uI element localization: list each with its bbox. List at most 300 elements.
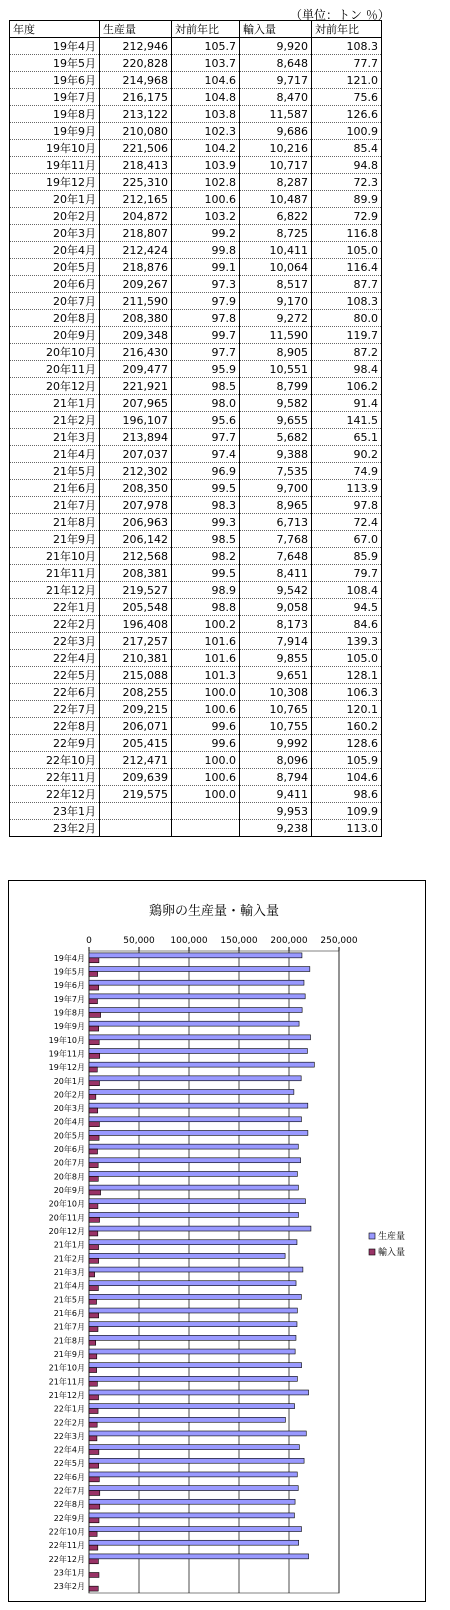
y-tick-label: 21年8月 [53,1336,85,1346]
data-table [9,20,382,837]
cell-production-yoy: 99.6 [172,718,240,735]
y-tick-label: 22年4月 [53,1445,85,1455]
cell-production-yoy: 98.2 [172,548,240,565]
cell-imports: 9,411 [240,786,312,803]
bar-production [89,1363,302,1368]
bar-imports [89,1149,98,1154]
cell-production-yoy: 95.9 [172,361,240,378]
chart-title: 鶏卵の生産量・輸入量 [148,904,280,919]
cell-period: 21年4月 [10,446,100,463]
cell-production-yoy: 99.7 [172,327,240,344]
cell-period: 22年5月 [10,667,100,684]
table-row [10,412,382,429]
cell-imports: 8,173 [240,616,312,633]
y-tick-label: 19年6月 [53,981,85,991]
cell-imports: 9,992 [240,735,312,752]
cell-production: 209,215 [100,701,172,718]
cell-production-yoy: 103.2 [172,208,240,225]
cell-production: 209,639 [100,769,172,786]
table-row [10,72,382,89]
header-imports: 輸入量 [240,21,312,38]
cell-imports: 8,411 [240,565,312,582]
cell-production-yoy: 97.8 [172,310,240,327]
cell-imports-yoy: 67.0 [312,531,382,548]
y-tick-label: 22年7月 [53,1486,85,1496]
cell-production-yoy: 98.3 [172,497,240,514]
cell-production: 221,506 [100,140,172,157]
table-row [10,786,382,803]
cell-period: 19年10月 [10,140,100,157]
y-tick-label: 22年6月 [53,1472,85,1482]
legend-label: 輸入量 [378,1248,406,1258]
table-row [10,276,382,293]
cell-production-yoy: 102.8 [172,174,240,191]
cell-period: 19年12月 [10,174,100,191]
cell-period: 20年4月 [10,242,100,259]
cell-imports: 7,768 [240,531,312,548]
cell-imports: 8,517 [240,276,312,293]
cell-period: 22年10月 [10,752,100,769]
bar-production [89,1431,306,1436]
cell-imports-yoy: 109.9 [312,803,382,820]
cell-period: 21年12月 [10,582,100,599]
bar-production [89,1554,309,1559]
cell-production: 207,965 [100,395,172,412]
bar-imports [89,1217,100,1222]
cell-production: 196,107 [100,412,172,429]
table-row [10,463,382,480]
table-row [10,701,382,718]
y-tick-label: 19年12月 [48,1063,85,1073]
bar-production [89,1540,299,1545]
cell-period: 22年2月 [10,616,100,633]
cell-period: 23年1月 [10,803,100,820]
cell-imports-yoy: 72.3 [312,174,382,191]
bar-imports [89,1026,99,1031]
cell-period: 20年1月 [10,191,100,208]
cell-imports-yoy: 113.0 [312,820,382,837]
table-row [10,497,382,514]
cell-production: 212,165 [100,191,172,208]
bar-imports [89,1190,101,1195]
cell-production-yoy: 97.9 [172,293,240,310]
cell-imports-yoy: 141.5 [312,412,382,429]
bar-imports [89,1559,98,1564]
cell-period: 23年2月 [10,820,100,837]
cell-production-yoy: 100.0 [172,752,240,769]
table-row [10,106,382,123]
y-tick-label: 20年9月 [53,1186,85,1196]
cell-imports-yoy: 105.0 [312,242,382,259]
cell-imports: 7,914 [240,633,312,650]
y-tick-label: 21年3月 [53,1268,85,1277]
cell-imports: 8,096 [240,752,312,769]
bar-production [89,1281,296,1286]
table-row [10,650,382,667]
cell-imports-yoy: 106.3 [312,684,382,701]
cell-imports: 8,799 [240,378,312,395]
cell-production-yoy: 103.7 [172,55,240,72]
cell-imports: 10,717 [240,157,312,174]
cell-production-yoy: 99.3 [172,514,240,531]
header-production: 生産量 [100,21,172,38]
cell-period: 20年11月 [10,361,100,378]
bar-imports [89,1258,99,1263]
cell-imports: 9,920 [240,38,312,55]
y-tick-label: 19年9月 [53,1022,85,1032]
cell-imports-yoy: 108.3 [312,38,382,55]
cell-production-yoy [172,820,240,837]
y-tick-label: 19年4月 [53,953,85,963]
cell-period: 21年5月 [10,463,100,480]
table-row [10,616,382,633]
y-tick-label: 19年5月 [53,967,85,977]
y-tick-label: 21年6月 [53,1308,85,1318]
bar-production [89,1404,295,1409]
cell-period: 21年8月 [10,514,100,531]
cell-production: 212,568 [100,548,172,565]
bar-imports [89,1463,99,1468]
cell-production-yoy: 97.7 [172,344,240,361]
bar-production [89,1458,304,1463]
bar-production [89,1499,295,1504]
table-row [10,633,382,650]
cell-period: 19年4月 [10,38,100,55]
cell-production: 217,257 [100,633,172,650]
cell-imports: 8,725 [240,225,312,242]
cell-imports: 11,587 [240,106,312,123]
header-period: 年度 [10,21,100,38]
y-tick-label: 22年5月 [53,1459,85,1469]
cell-imports-yoy: 116.4 [312,259,382,276]
bar-imports [89,1040,99,1045]
bar-imports [89,1094,96,1099]
cell-production: 221,921 [100,378,172,395]
y-tick-label: 22年10月 [48,1527,85,1537]
y-tick-label: 20年7月 [53,1158,85,1168]
table-row [10,361,382,378]
cell-imports-yoy: 119.7 [312,327,382,344]
bar-production [89,1349,295,1354]
cell-imports: 5,682 [240,429,312,446]
cell-imports-yoy: 126.6 [312,106,382,123]
cell-imports: 9,686 [240,123,312,140]
cell-imports-yoy: 80.0 [312,310,382,327]
cell-production: 206,963 [100,514,172,531]
bar-production [89,1322,297,1327]
cell-imports: 10,551 [240,361,312,378]
bar-production [89,1253,285,1258]
cell-production: 208,380 [100,310,172,327]
cell-imports: 10,064 [240,259,312,276]
table-row [10,820,382,837]
cell-production-yoy: 100.6 [172,769,240,786]
cell-imports-yoy: 100.9 [312,123,382,140]
table-row [10,344,382,361]
cell-imports-yoy: 105.9 [312,752,382,769]
cell-period: 21年2月 [10,412,100,429]
cell-production-yoy: 103.8 [172,106,240,123]
cell-period: 20年5月 [10,259,100,276]
cell-production: 219,527 [100,582,172,599]
legend-swatch [369,1233,375,1239]
cell-imports-yoy: 97.8 [312,497,382,514]
y-tick-label: 21年5月 [53,1295,85,1305]
cell-production-yoy: 104.6 [172,72,240,89]
bar-production [89,1062,314,1067]
cell-production-yoy: 97.7 [172,429,240,446]
cell-production: 212,302 [100,463,172,480]
bar-production [89,1226,311,1231]
cell-period: 20年8月 [10,310,100,327]
table-row [10,769,382,786]
bar-imports [89,1108,98,1113]
cell-imports-yoy: 87.7 [312,276,382,293]
cell-production: 213,894 [100,429,172,446]
bar-imports [89,1122,99,1127]
bar-imports [89,1545,98,1550]
bar-production [89,1445,299,1450]
bar-imports [89,1409,98,1414]
cell-production-yoy: 98.0 [172,395,240,412]
cell-period: 20年10月 [10,344,100,361]
cell-production-yoy: 101.6 [172,650,240,667]
cell-imports-yoy: 72.9 [312,208,382,225]
y-tick-label: 22年9月 [53,1513,85,1523]
bar-imports [89,1504,100,1509]
y-tick-label: 21年1月 [53,1240,85,1250]
cell-imports-yoy: 77.7 [312,55,382,72]
bar-production [89,1103,308,1108]
cell-production-yoy: 98.8 [172,599,240,616]
cell-imports: 10,765 [240,701,312,718]
bar-imports [89,1573,99,1578]
table-row [10,480,382,497]
cell-period: 19年6月 [10,72,100,89]
bar-imports [89,1231,98,1236]
cell-production-yoy: 102.3 [172,123,240,140]
cell-imports-yoy: 75.6 [312,89,382,106]
cell-period: 22年7月 [10,701,100,718]
cell-production-yoy: 96.9 [172,463,240,480]
cell-period: 19年7月 [10,89,100,106]
cell-production-yoy: 100.6 [172,191,240,208]
cell-production: 220,828 [100,55,172,72]
table-row [10,38,382,55]
table-body [10,38,382,837]
cell-production-yoy: 99.2 [172,225,240,242]
table-row [10,123,382,140]
cell-imports-yoy: 90.2 [312,446,382,463]
header-imports-yoy: 対前年比 [312,21,382,38]
cell-imports-yoy: 87.2 [312,344,382,361]
cell-imports-yoy: 106.2 [312,378,382,395]
cell-imports: 9,238 [240,820,312,837]
table-row [10,565,382,582]
legend-label: 生産量 [378,1232,406,1242]
cell-imports: 11,590 [240,327,312,344]
cell-imports: 9,655 [240,412,312,429]
cell-production-yoy: 97.4 [172,446,240,463]
cell-production [100,820,172,837]
bar-production [89,1513,294,1518]
table-row [10,242,382,259]
bar-production [89,1130,308,1135]
cell-imports-yoy: 104.6 [312,769,382,786]
bar-imports [89,1422,97,1427]
table-row [10,752,382,769]
cell-imports: 10,411 [240,242,312,259]
cell-imports: 10,216 [240,140,312,157]
table-row [10,378,382,395]
y-tick-label: 22年2月 [53,1418,85,1428]
y-tick-label: 19年7月 [53,994,85,1004]
bar-production [89,1076,301,1081]
cell-imports-yoy: 116.8 [312,225,382,242]
cell-period: 21年7月 [10,497,100,514]
y-tick-label: 20年2月 [53,1090,85,1100]
y-tick-label: 20年4月 [53,1117,85,1127]
bar-production [89,1090,294,1095]
cell-imports-yoy: 85.4 [312,140,382,157]
cell-imports: 8,965 [240,497,312,514]
cell-imports: 9,170 [240,293,312,310]
cell-production: 225,310 [100,174,172,191]
table-row [10,310,382,327]
bar-production [89,953,302,958]
cell-production: 207,978 [100,497,172,514]
y-tick-label: 20年6月 [53,1145,85,1155]
y-tick-label: 20年11月 [48,1213,85,1223]
x-tick-label: 250,000 [320,936,358,946]
y-tick-label: 21年9月 [53,1349,85,1359]
cell-production: 218,876 [100,259,172,276]
cell-imports-yoy: 72.4 [312,514,382,531]
cell-production: 206,071 [100,718,172,735]
y-tick-label: 21年2月 [53,1254,85,1264]
cell-production-yoy: 98.5 [172,378,240,395]
cell-production: 212,471 [100,752,172,769]
cell-production: 208,381 [100,565,172,582]
bar-imports [89,1518,99,1523]
bar-production [89,1390,309,1395]
bar-imports [89,1081,99,1086]
cell-production-yoy [172,803,240,820]
cell-imports: 7,535 [240,463,312,480]
bar-imports [89,1381,97,1386]
bar-production [89,1021,299,1026]
cell-period: 21年3月 [10,429,100,446]
cell-production: 213,122 [100,106,172,123]
cell-imports-yoy: 85.9 [312,548,382,565]
y-tick-label: 22年8月 [53,1500,85,1510]
bar-imports [89,1053,100,1058]
bar-production [89,1212,298,1217]
cell-imports: 6,822 [240,208,312,225]
table-row [10,174,382,191]
bar-production [89,1171,297,1176]
table-row [10,429,382,446]
cell-production: 210,381 [100,650,172,667]
cell-production-yoy: 105.7 [172,38,240,55]
cell-imports: 9,542 [240,582,312,599]
cell-period: 20年2月 [10,208,100,225]
y-tick-label: 21年7月 [53,1322,85,1332]
cell-imports-yoy: 79.7 [312,565,382,582]
cell-period: 22年4月 [10,650,100,667]
bar-imports [89,999,97,1004]
cell-production-yoy: 101.3 [172,667,240,684]
table-row [10,684,382,701]
bar-imports [89,1286,98,1291]
bar-production [89,1417,285,1422]
bar-imports [89,1176,98,1181]
y-tick-label: 22年1月 [53,1404,85,1414]
cell-production: 206,142 [100,531,172,548]
table-row [10,293,382,310]
cell-imports-yoy: 160.2 [312,718,382,735]
bar-production [89,1199,305,1204]
bar-production [89,1185,298,1190]
table-row [10,599,382,616]
y-tick-label: 19年10月 [48,1035,85,1045]
cell-imports: 8,470 [240,89,312,106]
cell-production-yoy: 99.8 [172,242,240,259]
bar-imports [89,1340,96,1345]
table-row [10,89,382,106]
bar-production [89,1240,297,1245]
cell-production: 216,175 [100,89,172,106]
cell-period: 20年7月 [10,293,100,310]
bar-production [89,1335,296,1340]
cell-production-yoy: 95.6 [172,412,240,429]
cell-production-yoy: 104.8 [172,89,240,106]
bar-imports [89,1245,99,1250]
bar-imports [89,1163,98,1168]
cell-production: 196,408 [100,616,172,633]
cell-period: 20年12月 [10,378,100,395]
table-row [10,531,382,548]
cell-imports: 9,717 [240,72,312,89]
y-tick-label: 21年12月 [48,1390,85,1400]
cell-production: 208,350 [100,480,172,497]
y-tick-label: 20年5月 [53,1131,85,1141]
bar-imports [89,1135,99,1140]
cell-production: 207,037 [100,446,172,463]
cell-imports: 10,755 [240,718,312,735]
cell-period: 20年9月 [10,327,100,344]
cell-period: 19年11月 [10,157,100,174]
cell-production: 212,424 [100,242,172,259]
cell-production: 205,415 [100,735,172,752]
cell-production: 218,807 [100,225,172,242]
cell-imports: 8,905 [240,344,312,361]
cell-imports-yoy: 94.8 [312,157,382,174]
bar-production [89,1486,298,1491]
table-row [10,208,382,225]
y-tick-label: 20年10月 [48,1199,85,1209]
cell-production-yoy: 100.6 [172,701,240,718]
y-tick-label: 20年12月 [48,1227,85,1237]
y-tick-label: 23年1月 [53,1568,85,1578]
bar-imports [89,1327,98,1332]
y-tick-label: 21年10月 [48,1363,85,1373]
bar-imports [89,958,99,963]
cell-imports-yoy: 98.6 [312,786,382,803]
cell-imports: 9,700 [240,480,312,497]
cell-production-yoy: 103.9 [172,157,240,174]
bar-production [89,1035,311,1040]
